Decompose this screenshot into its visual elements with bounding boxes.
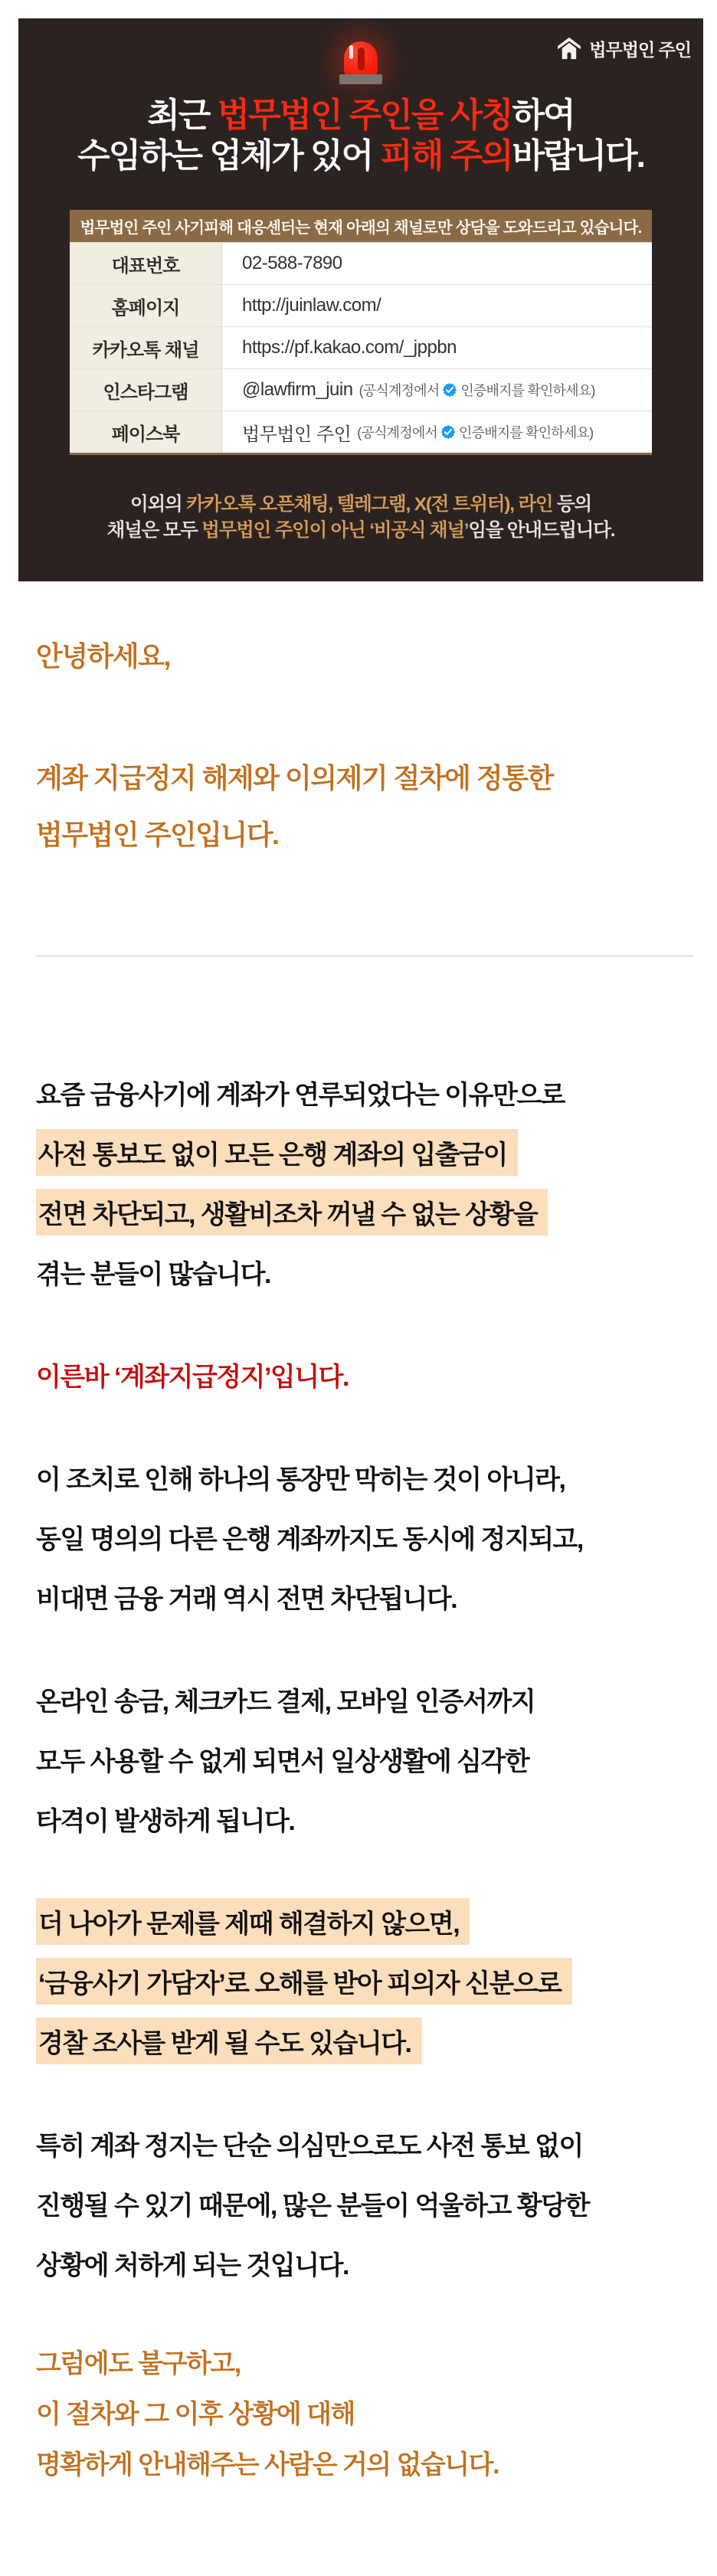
- fraud-warning-banner: [18, 18, 703, 581]
- body-line: 이 조치로 인해 하나의 통장만 막히는 것이 아니라,: [36, 1465, 565, 1494]
- body-line: 온라인 송금, 체크카드 결제, 모바일 인증서까지: [36, 1687, 535, 1717]
- row-label: 홈페이지: [70, 285, 222, 326]
- paragraph-term-definition: [36, 1344, 686, 1404]
- body-line: 진행될 수 있기 때문에, 많은 분들이 억울하고 황당한: [36, 2191, 589, 2221]
- facebook-name-value: 법무법인 주인: [242, 424, 352, 445]
- lawfirm-logo: [556, 35, 691, 61]
- paragraph-no-notice: [36, 2113, 686, 2293]
- paragraph-no-guidance: [36, 2335, 686, 2487]
- body-line: 동일 명의의 다른 은행 계좌까지도 동시에 정지되고,: [36, 1524, 583, 1554]
- table-row-phone: [70, 242, 652, 284]
- body-line: 비대면 금융 거래 역시 전면 차단됩니다.: [36, 1584, 457, 1614]
- verification-note: (공식계정에서 인증배지를 확인하세요): [358, 383, 595, 398]
- highlight-line: 사전 통보도 없이 모든 은행 계좌의 입출금이: [36, 1122, 686, 1182]
- table-row-instagram: [70, 368, 652, 411]
- banner-footnote-line-1: 이외의 카카오톡 오픈채팅, 텔레그램, X(전 트위터), 라인 등의: [130, 494, 591, 515]
- paragraph-freeze-scope: [36, 1447, 686, 1626]
- highlight-line: 더 나아가 문제를 제때 해결하지 않으면,: [36, 1891, 686, 1951]
- kakao-channel-url-value: https://pf.kakao.com/_jppbn: [242, 337, 457, 358]
- row-label: 인스타그램: [70, 369, 222, 411]
- greeting-line-1: 안녕하세요,: [36, 640, 170, 672]
- instagram-handle-value: @lawfirm_juin: [242, 379, 353, 400]
- greeting-line-3: 법무법인 주인입니다.: [36, 819, 279, 850]
- paragraph-police-risk: [36, 1891, 686, 2070]
- contact-channel-table: [70, 210, 652, 455]
- table-row-facebook: [70, 411, 652, 453]
- verification-note: (공식계정에서 인증배지를 확인하세요): [357, 425, 594, 440]
- highlight-line: 전면 차단되고, 생활비조차 꺼낼 수 없는 상황을: [36, 1182, 686, 1242]
- banner-headline: [18, 95, 703, 176]
- contact-table-header: 법무법인 주인 사기피해 대응센터는 현재 아래의 채널로만 상담을 도와드리고 있습니다.: [70, 210, 652, 242]
- row-label: 카카오톡 채널: [70, 327, 222, 368]
- banner-headline-line-1: 최근 법무법인 주인을 사칭하여: [147, 97, 575, 134]
- banner-footnote: [18, 492, 703, 544]
- lawfirm-logo-icon: [556, 35, 582, 61]
- siren-icon: [338, 41, 384, 84]
- verified-badge-icon: [442, 382, 457, 398]
- body-line: 타격이 발생하게 됩니다.: [36, 1806, 295, 1836]
- homepage-url-value: http://juinlaw.com/: [242, 295, 381, 316]
- orange-line: 그럼에도 불구하고,: [36, 2349, 241, 2378]
- row-label: 페이스북: [70, 411, 222, 453]
- body-line: 상황에 처하게 되는 것입니다.: [36, 2250, 349, 2280]
- greeting-line-2: 계좌 지급정지 해제와 이의제기 절차에 정통한: [36, 762, 553, 794]
- body-line: 모두 사용할 수 없게 되면서 일상생활에 심각한: [36, 1746, 529, 1776]
- banner-footnote-line-2: 채널은 모두 법무법인 주인이 아닌 ‘비공식 채널’임을 안내드립니다.: [106, 520, 615, 541]
- body-line: 요즘 금융사기에 계좌가 연루되었다는 이유만으로: [36, 1080, 565, 1110]
- table-row-kakao: [70, 326, 652, 368]
- banner-headline-line-2: 수임하는 업체가 있어 피해 주의바랍니다.: [77, 137, 644, 175]
- paragraph-account-freeze-intro: [36, 1062, 686, 1301]
- body-line: 특히 계좌 정지는 단순 의심만으로도 사전 통보 없이: [36, 2131, 583, 2161]
- post-body: [0, 640, 717, 2576]
- greeting-lines: [36, 750, 686, 863]
- table-row-homepage: [70, 284, 652, 326]
- orange-line: 명확하게 안내해주는 사람은 거의 없습니다.: [36, 2450, 499, 2479]
- highlight-line: ‘금융사기 가담자’로 오해를 받아 피의자 신분으로: [36, 1951, 686, 2011]
- row-label: 대표번호: [70, 243, 222, 284]
- red-emphasis-line: 이른바 ‘계좌지급정지’입니다.: [36, 1362, 349, 1392]
- phone-number-value: 02-588-7890: [242, 253, 342, 273]
- verified-badge-icon: [440, 424, 456, 440]
- highlight-line: 경찰 조사를 받게 될 수도 있습니다.: [36, 2011, 686, 2070]
- section-divider: [36, 955, 693, 957]
- lawfirm-logo-text: 법무법인 주인: [589, 39, 691, 60]
- paragraph-daily-life-impact: [36, 1669, 686, 1848]
- body-line: 겪는 분들이 많습니다.: [36, 1259, 270, 1289]
- orange-line: 이 절차와 그 이후 상황에 대해: [36, 2399, 355, 2429]
